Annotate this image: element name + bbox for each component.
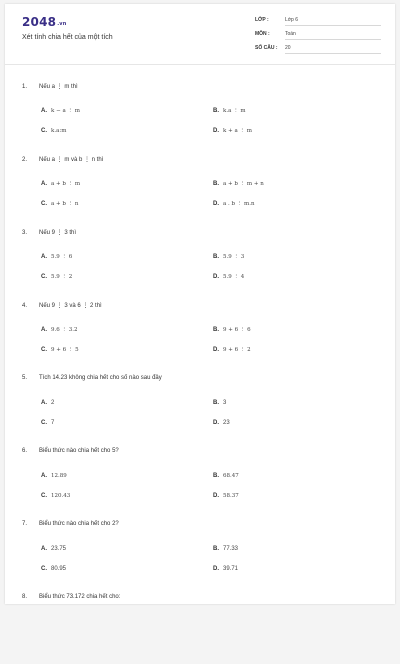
question-stem — [22, 594, 120, 600]
option-letter: D. — [213, 128, 219, 134]
option-text: 39.71 — [223, 566, 239, 572]
option-text: a + b ⋮ m + n — [223, 181, 264, 187]
answer-option[interactable] — [213, 400, 226, 406]
answer-option[interactable] — [41, 400, 54, 406]
question-item — [5, 299, 395, 372]
question-item — [5, 591, 395, 664]
meta-value: Toán — [285, 31, 381, 40]
question-text: Tích 14.23 không chia hết cho số nào sau đây — [39, 375, 162, 381]
option-letter: C. — [41, 420, 47, 426]
answer-option[interactable] — [213, 201, 255, 207]
answer-option[interactable] — [213, 420, 230, 426]
meta-block — [255, 14, 385, 56]
worksheet-title: Xét tính chia hết của một tích — [22, 34, 113, 41]
option-text: 77.33 — [223, 546, 239, 552]
answer-option[interactable] — [213, 546, 238, 552]
option-text: a + b ⋮ n — [51, 201, 79, 207]
option-text: 80.95 — [51, 566, 67, 572]
meta-label: MÔN : — [255, 31, 270, 37]
question-item — [5, 372, 395, 445]
option-letter: B. — [213, 546, 219, 552]
answer-option[interactable] — [41, 546, 66, 552]
meta-label: SỐ CÂU : — [255, 45, 278, 51]
logo-sub: .vn — [57, 21, 67, 27]
option-text: a + b ⋮ m — [51, 181, 81, 187]
answer-option[interactable] — [213, 108, 246, 114]
meta-class-row — [255, 14, 385, 28]
meta-subject-row — [255, 28, 385, 42]
answer-option[interactable] — [213, 566, 238, 572]
option-letter: B. — [213, 400, 219, 406]
option-letter: C. — [41, 274, 47, 280]
option-letter: B. — [213, 327, 219, 333]
answer-option[interactable] — [41, 108, 80, 114]
meta-label: LỚP : — [255, 17, 269, 23]
option-text: 68.47 — [223, 473, 239, 479]
question-number: 3. — [22, 230, 28, 236]
meta-value: Lớp 6 — [285, 17, 381, 26]
option-text: 120.43 — [51, 493, 71, 499]
answer-option[interactable] — [213, 493, 239, 499]
question-item — [5, 226, 395, 299]
meta-value: 20 — [285, 45, 381, 54]
answer-option[interactable] — [41, 181, 80, 187]
option-text: 9 + 6 ⋮ 5 — [51, 347, 79, 353]
question-number: 6. — [22, 448, 28, 454]
option-text: 23 — [223, 420, 230, 426]
option-letter: C. — [41, 566, 47, 572]
question-number: 4. — [22, 303, 28, 309]
option-text: 9.6 ⋮ 3.2 — [51, 327, 78, 333]
option-text: k − a ⋮ m — [51, 108, 80, 114]
question-number: 8. — [22, 594, 28, 600]
option-letter: A. — [41, 181, 47, 187]
question-number: 2. — [22, 157, 28, 163]
answer-option[interactable] — [41, 201, 78, 207]
question-stem — [22, 156, 103, 163]
answer-option[interactable] — [213, 274, 244, 280]
answer-option[interactable] — [213, 473, 239, 479]
option-text: 9 + 6 ⋮ 6 — [223, 327, 251, 333]
answer-option[interactable] — [41, 327, 78, 333]
option-letter: A. — [41, 108, 47, 114]
option-letter: A. — [41, 473, 47, 479]
answer-option[interactable] — [213, 347, 251, 353]
answer-option[interactable] — [41, 420, 54, 426]
option-letter: C. — [41, 493, 47, 499]
question-stem — [22, 83, 78, 90]
meta-count-row — [255, 42, 385, 56]
question-text: Biểu thức 73.172 chia hết cho: — [39, 594, 121, 600]
option-text: 58.37 — [223, 493, 239, 499]
option-letter: B. — [213, 108, 219, 114]
question-item — [5, 80, 395, 153]
option-letter: D. — [213, 493, 219, 499]
option-letter: B. — [213, 473, 219, 479]
option-letter: D. — [213, 274, 219, 280]
answer-option[interactable] — [41, 566, 66, 572]
question-text: Nếu a ⋮ m thì — [39, 84, 78, 90]
logo-main: 2048 — [22, 15, 57, 29]
answer-option[interactable] — [41, 493, 70, 499]
question-stem — [22, 375, 162, 381]
option-text: 3 — [223, 400, 227, 406]
answer-option[interactable] — [213, 181, 264, 187]
option-letter: C. — [41, 347, 47, 353]
option-text: 5.9 ⋮ 6 — [51, 254, 73, 260]
option-text: k + a ⋮ m — [223, 128, 252, 134]
logo[interactable] — [22, 15, 67, 29]
worksheet — [5, 4, 395, 604]
option-text: 5.9 ⋮ 2 — [51, 274, 73, 280]
question-text: Biểu thức nào chia hết cho 2? — [39, 521, 119, 527]
option-text: 5.9 ⋮ 4 — [223, 274, 245, 280]
option-text: 5.9 ⋮ 3 — [223, 254, 245, 260]
answer-option[interactable] — [41, 274, 72, 280]
option-text: 2 — [51, 400, 55, 406]
option-text: k.a:m — [51, 128, 67, 134]
answer-option[interactable] — [213, 327, 251, 333]
answer-option[interactable] — [41, 473, 67, 479]
option-letter: A. — [41, 546, 47, 552]
question-number: 1. — [22, 84, 28, 90]
question-item — [5, 445, 395, 518]
question-item — [5, 518, 395, 591]
option-letter: B. — [213, 181, 219, 187]
question-item — [5, 153, 395, 226]
answer-option[interactable] — [41, 254, 72, 260]
option-letter: B. — [213, 254, 219, 260]
question-stem — [22, 521, 119, 527]
option-text: 9 + 6 ⋮ 2 — [223, 347, 251, 353]
answer-option[interactable] — [41, 128, 66, 134]
question-text: Biểu thức nào chia hết cho 5? — [39, 448, 119, 454]
question-stem — [22, 229, 76, 236]
header — [5, 4, 395, 60]
question-text: Nếu 9 ⋮ 3 và 6 ⋮ 2 thì — [39, 303, 102, 309]
answer-option[interactable] — [41, 347, 79, 353]
option-text: 12.89 — [51, 473, 67, 479]
question-text: Nếu a ⋮ m và b ⋮ n thì — [39, 157, 104, 163]
question-text: Nếu 9 ⋮ 3 thì — [39, 230, 77, 236]
answer-option[interactable] — [213, 128, 252, 134]
question-number: 5. — [22, 375, 28, 381]
option-text: k.a ⋮ m — [223, 108, 246, 114]
question-stem — [22, 448, 119, 454]
option-letter: A. — [41, 400, 47, 406]
option-letter: D. — [213, 420, 219, 426]
option-letter: D. — [213, 201, 219, 207]
option-text: a . b ⋮ m.n — [223, 201, 255, 207]
option-letter: D. — [213, 347, 219, 353]
option-text: 23.75 — [51, 546, 67, 552]
answer-option[interactable] — [213, 254, 244, 260]
option-letter: A. — [41, 327, 47, 333]
question-list — [5, 80, 395, 664]
option-letter: D. — [213, 566, 219, 572]
option-letter: C. — [41, 128, 47, 134]
question-stem — [22, 302, 102, 309]
option-letter: C. — [41, 201, 47, 207]
header-divider — [5, 64, 395, 65]
option-letter: A. — [41, 254, 47, 260]
option-text: 7 — [51, 420, 55, 426]
question-number: 7. — [22, 521, 28, 527]
